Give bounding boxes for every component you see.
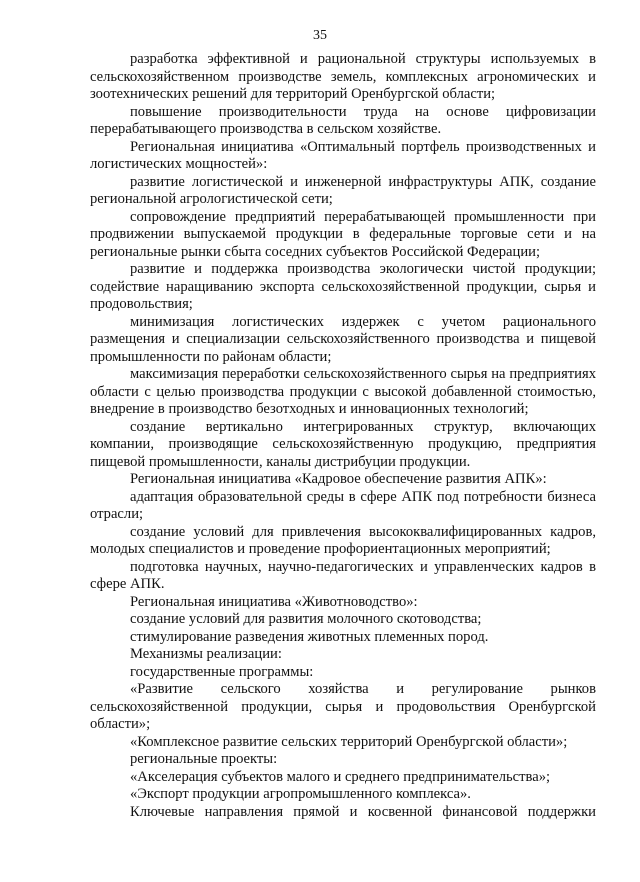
- paragraph: «Комплексное развитие сельских территорий Оренбургской области»;: [130, 733, 568, 750]
- paragraph: подготовка научных, научно-педагогических и управленческих кадров в сфере АПК.: [90, 558, 596, 592]
- paragraph: «Развитие сельского хозяйства и регулирование рынков сельскохозяйственной продукции, сырья и продовольствия Оренбургской области»;: [90, 681, 596, 732]
- paragraph: развитие логистической и инженерной инфраструктуры АПК, создание региональной агрологистической сети;: [90, 173, 596, 207]
- paragraph: «Экспорт продукции агропромышленного комплекса».: [130, 786, 471, 802]
- paragraph: создание условий для развития молочного скотоводства;: [130, 611, 482, 627]
- paragraph: адаптация образовательной среды в сфере АПК под потребности бизнеса отрасли;: [90, 488, 596, 522]
- paragraph: Механизмы реализации:: [130, 646, 282, 662]
- paragraph: максимизация переработки сельскохозяйственного сырья на предприятиях области с целью производства продукции с высокой добавленной стоимостью, внедрение в производство безотходных и инновационных технологий;: [90, 366, 596, 417]
- document-body: [90, 51, 596, 821]
- paragraph: создание вертикально интегрированных структур, включающих компании, производящие сельскохозяйственную продукцию, предприятия пищевой промышленности, каналы дистрибуции продукции.: [90, 418, 596, 470]
- page-number: 35: [313, 28, 327, 43]
- paragraph: повышение производительности труда на основе цифровизации перерабатывающего производства в сельском хозяйстве.: [90, 103, 596, 137]
- paragraph: стимулирование разведения животных племенных пород.: [130, 628, 489, 645]
- paragraph: Региональная инициатива «Кадровое обеспечение развития АПК»:: [130, 471, 547, 487]
- paragraph: Региональная инициатива «Оптимальный портфель производственных и логистических мощностей»:: [90, 138, 596, 172]
- paragraph: региональные проекты:: [130, 751, 278, 767]
- paragraph: разработка эффективной и рациональной структуры используемых в сельскохозяйственном производстве земель, комплексных агрономических и зоотехнических решений для территорий Оренбургской области;: [90, 51, 596, 102]
- paragraph: Ключевые направления прямой и косвенной финансовой поддержки: [130, 803, 596, 820]
- paragraph: создание условий для привлечения высококвалифицированных кадров, молодых специалистов и проведение профориентационных мероприятий;: [90, 523, 596, 557]
- paragraph: Региональная инициатива «Животноводство»:: [130, 593, 418, 610]
- paragraph: сопровождение предприятий перерабатывающей промышленности при продвижении выпускаемой продукции в федеральные торговые сети и на региональные рынки сбыта соседних субъектов Российской Федерации;: [90, 208, 596, 260]
- paragraph: государственные программы:: [130, 663, 314, 680]
- paragraph: «Акселерация субъектов малого и среднего предпринимательства»;: [130, 768, 551, 785]
- paragraph: минимизация логистических издержек с учетом рационального размещения и специализации сельскохозяйственного производства и пищевой промышленности по районам области;: [90, 313, 596, 365]
- paragraph: развитие и поддержка производства экологически чистой продукции; содействие наращиванию экспорта сельскохозяйственной продукции, сырья и продовольствия;: [90, 261, 596, 312]
